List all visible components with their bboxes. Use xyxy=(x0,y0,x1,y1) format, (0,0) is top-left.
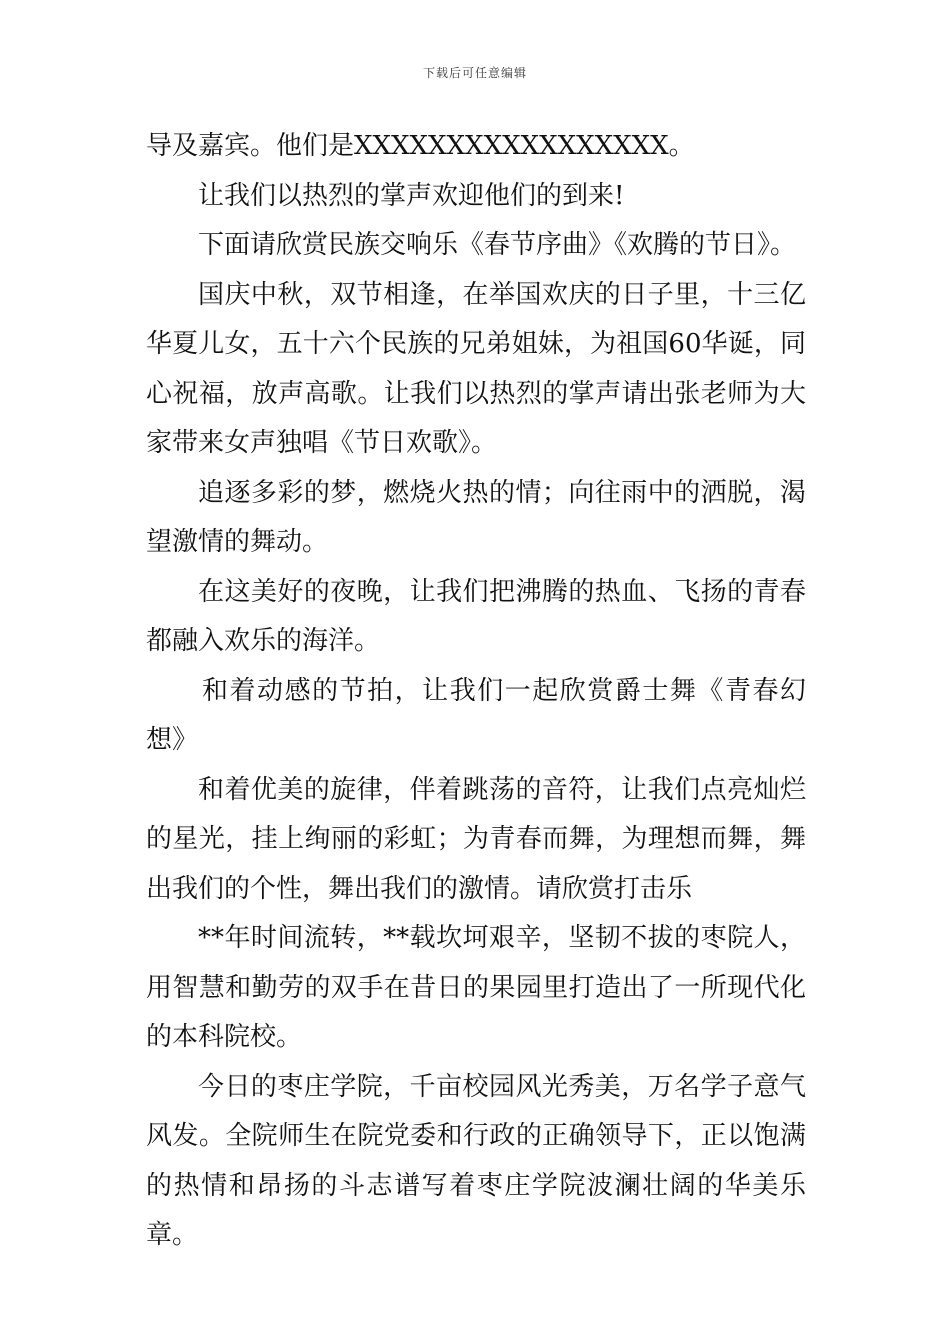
document-body xyxy=(146,122,806,1261)
paragraph-jazz-dance: 和着动感的节拍，让我们一起欣赏爵士舞《青春幻想》 xyxy=(146,675,806,755)
paragraph-college-history: **年时间流转，**载坎坷艰辛，坚韧不拔的枣院人，用智慧和勤劳的双手在昔日的果园里打造出了一所现代化的本科院校。 xyxy=(146,923,806,1052)
paragraph-symphony-announcement: 下面请欣赏民族交响乐《春节序曲》《欢腾的节日》。 xyxy=(198,230,797,260)
paragraph-college-today: 今日的枣庄学院，千亩校园风光秀美，万名学子意气风发。全院师生在院党委和行政的正确领导下，正以饱满的热情和昂扬的斗志谱写着枣庄学院波澜壮阔的华美乐章。 xyxy=(146,1071,806,1250)
page-header-note: 下载后可任意编辑 xyxy=(422,66,527,80)
paragraph-national-day-solo: 国庆中秋，双节相逢，在举国欢庆的日子里，十三亿华夏儿女，五十六个民族的兄弟姐妹，为祖国60华诞，同心祝福，放声高歌。让我们以热烈的掌声请出张老师为大家带来女声独唱《节日欢歌》。 xyxy=(146,279,806,458)
paragraph-guests-intro: 导及嘉宾。他们是XXXXXXXXXXXXXXXXX。 xyxy=(146,131,695,161)
paragraph-welcome-applause: 让我们以热烈的掌声欢迎他们的到来! xyxy=(198,180,625,211)
paragraph-percussion: 和着优美的旋律，伴着跳荡的音符，让我们点亮灿烂的星光，挂上绚丽的彩虹；为青春而舞，为理想而舞，舞出我们的个性，舞出我们的激情。请欣赏打击乐 xyxy=(146,774,806,904)
paragraph-beautiful-night: 在这美好的夜晚，让我们把沸腾的热血、飞扬的青春都融入欢乐的海洋。 xyxy=(146,576,806,656)
paragraph-colorful-dreams: 追逐多彩的梦，燃烧火热的情；向往雨中的洒脱，渴望激情的舞动。 xyxy=(146,477,806,557)
